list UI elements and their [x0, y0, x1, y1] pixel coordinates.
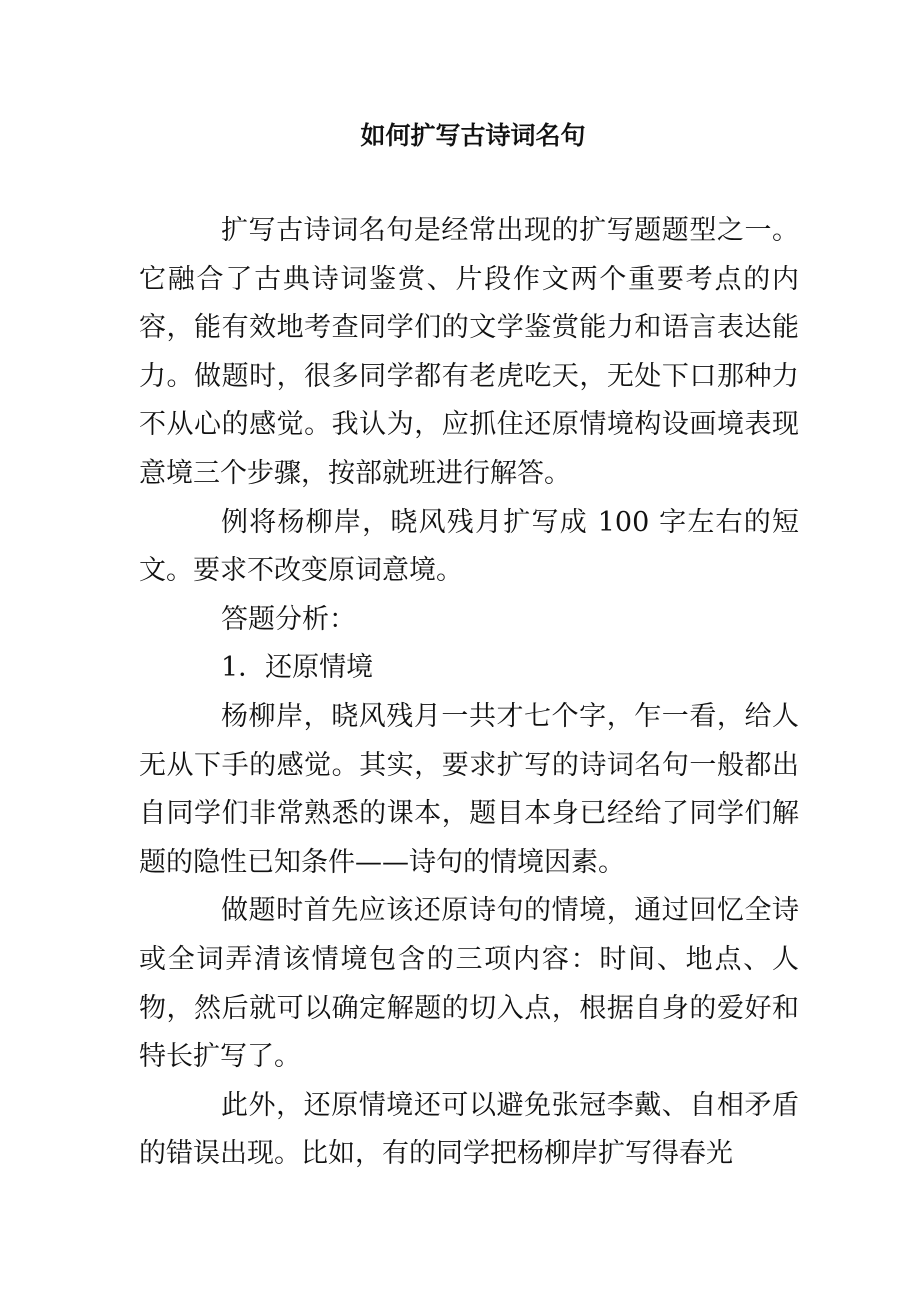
paragraph-additional: 此外，还原情境还可以避免张冠李戴、自相矛盾的错误出现。比如，有的同学把杨柳岸扩写得春光	[139, 1089, 799, 1170]
paragraph-analysis-heading: 答题分析：	[221, 603, 356, 635]
paragraph-step-explanation: 杨柳岸，晓风残月一共才七个字，乍一看，给人无从下手的感觉。其实，要求扩写的诗词名句一般都出自同学们非常熟悉的课本，题目本身已经给了同学们解题的隐性已知条件——诗句的情境因素。	[139, 700, 799, 878]
paragraph-method: 做题时首先应该还原诗句的情境，通过回忆全诗或全词弄清该情境包含的三项内容：时间、地点、人物，然后就可以确定解题的切入点，根据自身的爱好和特长扩写了。	[139, 895, 799, 1073]
paragraph-step-heading: 1．还原情境	[221, 652, 374, 684]
document-title: 如何扩写古诗词名句	[360, 121, 586, 150]
paragraph-example: 例将杨柳岸，晓风残月扩写成 100 字左右的短文。要求不改变原词意境。	[139, 506, 799, 587]
paragraph-intro: 扩写古诗词名句是经常出现的扩写题题型之一。它融合了古典诗词鉴赏、片段作文两个重要考点的内容，能有效地考查同学们的文学鉴赏能力和语言表达能力。做题时，很多同学都有老虎吃天，无处下口那种力不从心的感觉。我认为，应抓住还原情境构设画境表现意境三个步骤，按部就班进行解答。	[139, 215, 799, 489]
document-body	[139, 207, 799, 1179]
